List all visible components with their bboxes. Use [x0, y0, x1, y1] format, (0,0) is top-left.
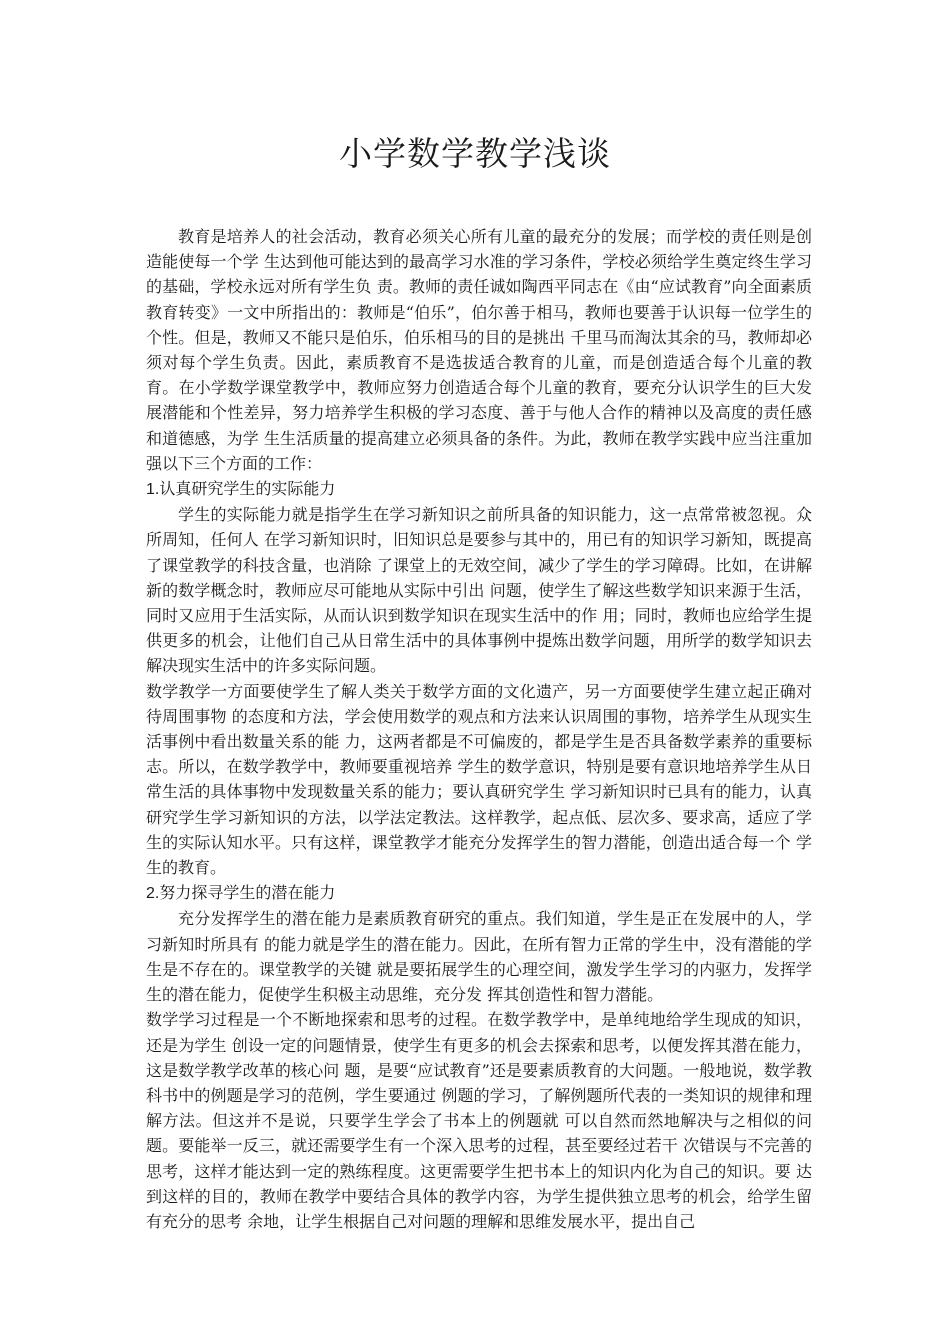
- body-paragraph: 充分发挥学生的潜在能力是素质教育研究的重点。我们知道，学生是正在发展中的人，学习新知时所具有 的能力就是学生的潜在能力。因此，在所有智力正常的学生中，没有潜能的学生是不存在的。课堂教学的关键 就是要拓展学生的心理空间，激发学生学习的内驱力，发挥学生的潜在能力，促使学生积极主动思维，充分发 挥其创造性和智力潜能。: [146, 909, 812, 1005]
- document-body: [146, 224, 812, 1234]
- intro-paragraph: 教育是培养人的社会活动，教育必须关心所有儿童的最充分的发展；而学校的责任则是创造能使每一个学 生达到他可能达到的最高学习水准的学习条件，学校必须给学生奠定终生学习的基础，学校永远对所有学生负 责。教师的责任诚如陶西平同志在《由“应试教育”向全面素质教育转变》一文中所指出的：教师是“伯乐”，伯尔善于相马，教师也要善于认识每一位学生的个性。但是，教师又不能只是伯乐，伯乐相马的目的是挑出 千里马而淘汰其余的马，教师却必须对每个学生负责。因此，素质教育不是选拔适合教育的儿童，而是创造适合每个儿童的教育。在小学数学课堂教学中，教师应努力创造适合每个儿童的教育，要充分认识学生的巨大发 展潜能和个性差异，努力培养学生积极的学习态度、善于与他人合作的精神以及高度的责任感和道德感，为学 生生活质量的提高建立必须具备的条件。为此，教师在教学实践中应当注重加强以下三个方面的工作：: [146, 227, 812, 473]
- body-paragraph: 数学教学一方面要使学生了解人类关于数学方面的文化遗产，另一方面要使学生建立起正确对待周围事物 的态度和方法，学会使用数学的观点和方法来认识周围的事物，培养学生从现实生活事例中看出数量关系的能 力，这两者都是不可偏废的，都是学生是否具备数学素养的重要标志。所以，在数学教学中，教师要重视培养 学生的数学意识，特别是要有意识地培养学生从日常生活的具体事物中发现数量关系的能力；要认真研究学生 学习新知识时已具有的能力，认真研究学生学习新知识的方法，以学法定教法。这样教学，起点低、层次多、要求高，适应了学生的实际认知水平。只有这样，课堂教学才能充分发挥学生的智力潜能，创造出适合每一个 学生的教育。: [146, 681, 812, 878]
- section-heading-1: [146, 476, 812, 502]
- section-heading-text: 认真研究学生的实际能力: [159, 479, 336, 499]
- section-number: 2.: [146, 885, 160, 903]
- body-paragraph: 学生的实际能力就是指学生在学习新知识之前所具备的知识能力，这一点常常被忽视。众所周知，任何人 在学习新知识时，旧知识总是要参与其中的，用已有的知识学习新知，既提高了课堂教学的科技含量，也消除 了课堂上的无效空间，减少了学生的学习障碍。比如，在讲解新的数学概念时，教师应尽可能地从实际中引出 问题，使学生了解这些数学知识来源于生活，同时又应用于生活实际，从而认识到数学知识在现实生活中的作 用；同时，教师也应给学生提供更多的机会，让他们自己从日常生活中的具体事例中提炼出数学问题，用所学的数学知识去解决现实生活中的许多实际问题。: [146, 505, 812, 676]
- document-title: 小学数学教学浅谈: [339, 134, 611, 173]
- body-paragraph: 数学学习过程是一个不断地探索和思考的过程。在数学教学中，是单纯地给学生现成的知识，还是为学生 创设一定的问题情景，使学生有更多的机会去探索和思考，以便发挥其潜在能力，这是数学教学改革的核心问 题，是要“应试教育”还是要素质教育的大问题。一般地说，数学教科书中的例题是学习的范例，学生要通过 例题的学习，了解例题所代表的一类知识的规律和理解方法。但这并不是说，只要学生学会了书本上的例题就 可以自然而然地解决与之相似的问题。要能举一反三，就还需要学生有一个深入思考的过程，甚至要经过若干 次错误与不完善的思考，这样才能达到一定的熟练程度。这更需要学生把书本上的知识内化为自己的知识。要 达到这样的目的，教师在教学中要结合具体的教学内容，为学生提供独立思考的机会，给学生留有充分的思考 余地，让学生根据自己对问题的理解和思维发展水平，提出自己: [146, 1010, 812, 1231]
- section-number: 1.: [146, 481, 160, 499]
- section-heading-2: [146, 880, 812, 906]
- section-heading-text: 努力探寻学生的潜在能力: [159, 883, 336, 903]
